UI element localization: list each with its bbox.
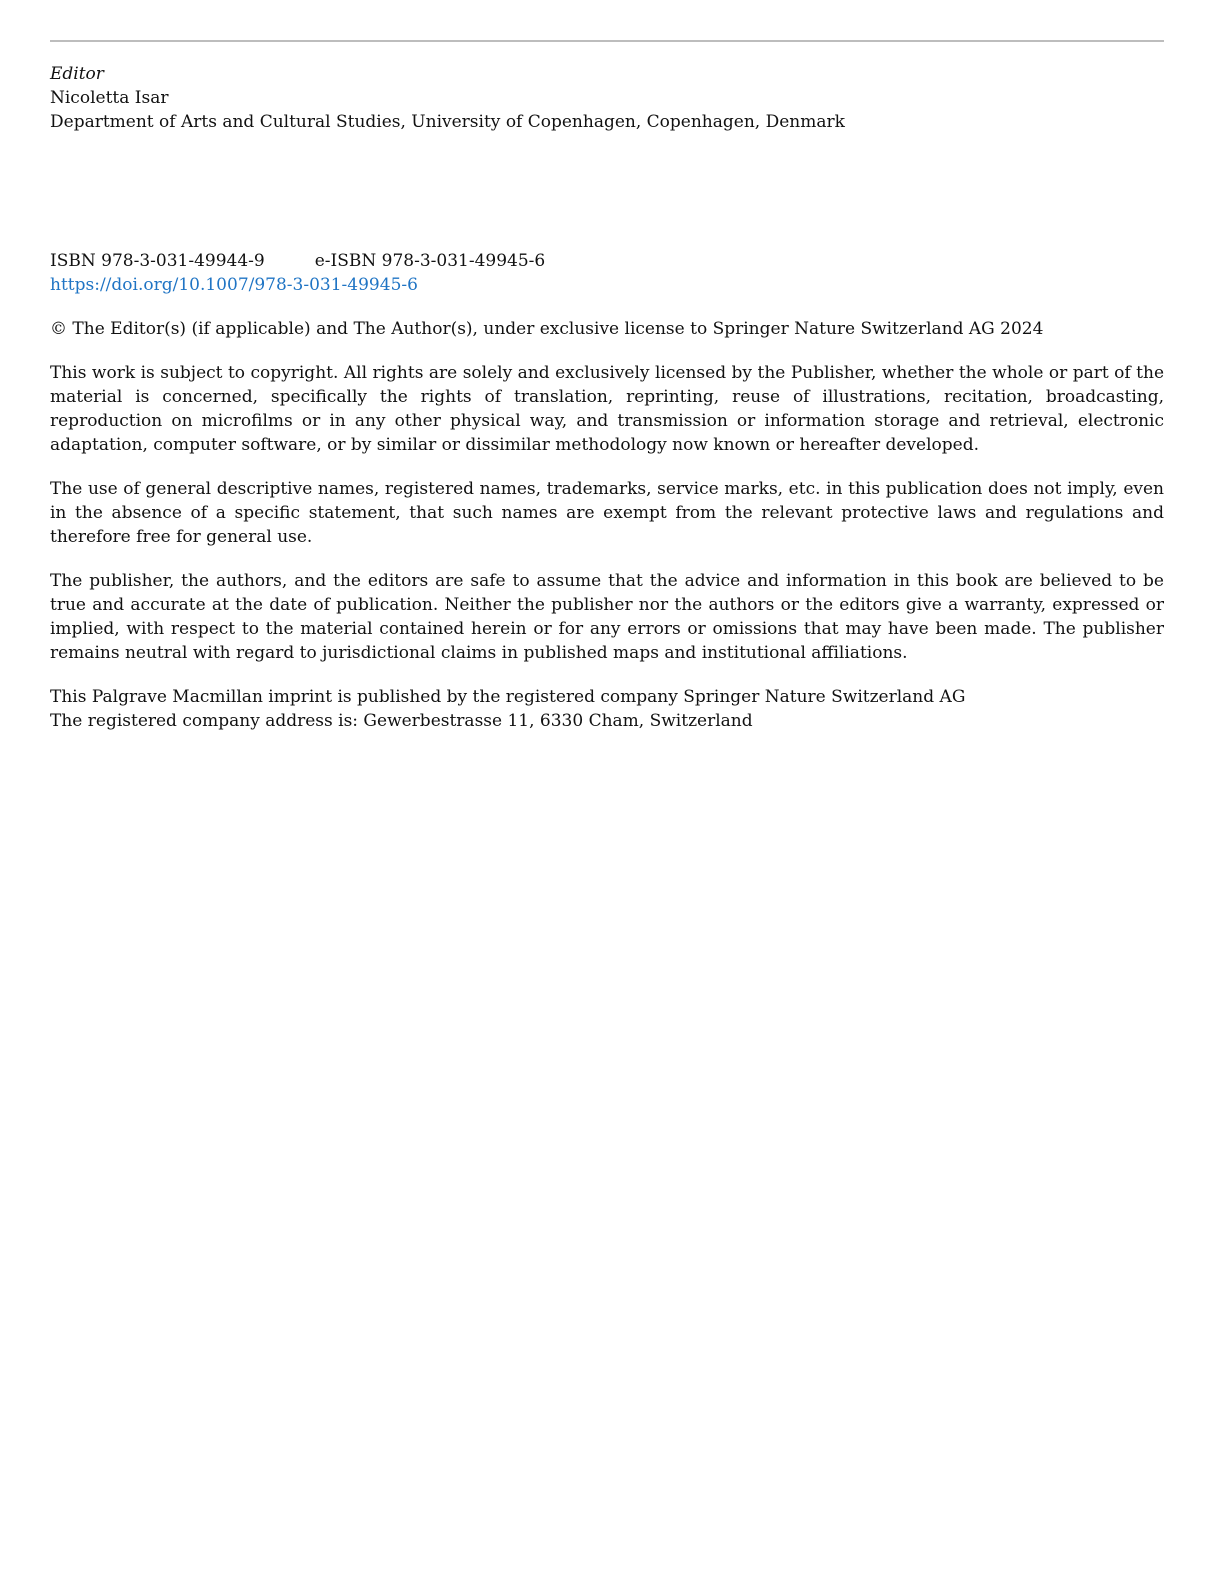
doi-link[interactable]: https://doi.org/10.1007/978-3-031-49945-6	[50, 275, 418, 295]
editor-affiliation: Department of Arts and Cultural Studies, University of Copenhagen, Copenhagen, Denmark	[50, 112, 845, 132]
editor-label: Editor	[50, 64, 104, 84]
editor-name: Nicoletta Isar	[50, 88, 169, 108]
imprint-block	[50, 685, 1164, 733]
copyright-notice: © The Editor(s) (if applicable) and The Author(s), under exclusive license to Springer Nature Switzerland AG 2024	[50, 319, 1044, 339]
trademarks-paragraph: The use of general descriptive names, registered names, trademarks, service marks, etc. in this publication does not imply, even in the absence of a specific statement, that such names are exempt from the relevant protective laws and regulations and therefore free for general use.	[50, 479, 1164, 547]
top-divider	[50, 40, 1164, 42]
page-content	[50, 62, 1164, 733]
editor-block	[50, 62, 1164, 134]
isbn: ISBN 978-3-031-49944-9	[50, 251, 265, 271]
disclaimer-paragraph: The publisher, the authors, and the editors are safe to assume that the advice and information in this book are believed to be true and accurate at the date of publication. Neither the publisher nor the authors or the editors give a warranty, expressed or implied, with respect to the material contained herein or for any errors or omissions that may have been made. The publisher remains neutral with regard to jurisdictional claims in published maps and institutional affiliations.	[50, 571, 1164, 663]
imprint-statement: This Palgrave Macmillan imprint is published by the registered company Springer Nature Switzerland AG	[50, 687, 966, 707]
isbn-line	[50, 249, 1164, 273]
company-address: The registered company address is: Gewerbestrasse 11, 6330 Cham, Switzerland	[50, 711, 753, 731]
rights-paragraph: This work is subject to copyright. All rights are solely and exclusively licensed by the Publisher, whether the whole or part of the material is concerned, specifically the rights of translation, reprinting, reuse of illustrations, recitation, broadcasting, reproduction on microfilms or in any other physical way, and transmission or information storage and retrieval, electronic adaptation, computer software, or by similar or dissimilar methodology now known or hereafter developed.	[50, 363, 1164, 455]
eisbn: e-ISBN 978-3-031-49945-6	[314, 251, 546, 271]
identifiers-block	[50, 249, 1164, 297]
